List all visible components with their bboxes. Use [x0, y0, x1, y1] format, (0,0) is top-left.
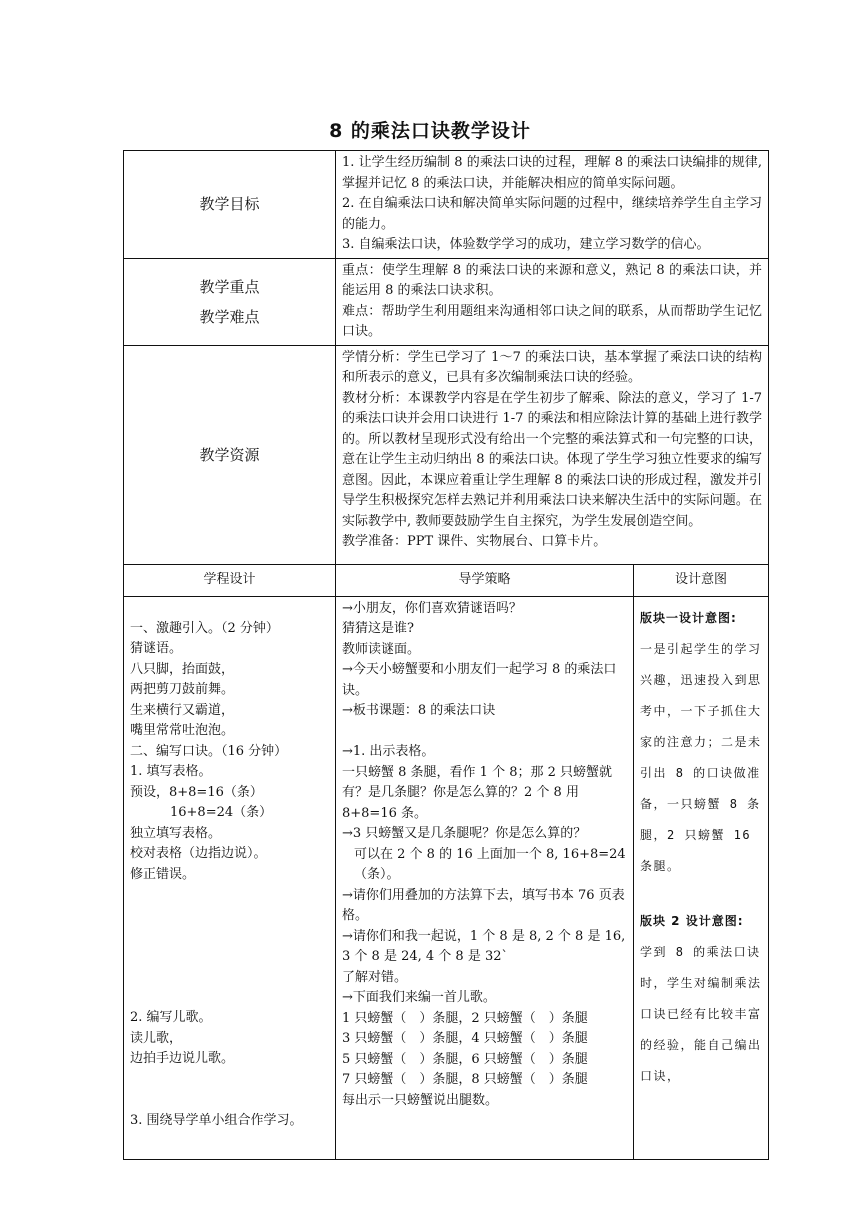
- c2-l12: 了解对错。: [342, 969, 408, 985]
- key-label: [124, 258, 336, 345]
- goals-line-1: 1. 让学生经历编制 8 的乘法口诀的过程，理解 8 的乘法口诀编排的规律, 掌握并记忆 8 的乘法口诀，并能解决相应的简单实际问题。: [342, 155, 763, 191]
- c1-s2: 猜谜语。: [130, 641, 183, 656]
- info-table: [123, 150, 769, 1160]
- c1-s5: 生来横行又霸道，: [130, 702, 235, 718]
- goals-line-2: 2. 在自编乘法口诀和解决简单实际问题的过程中，继续培养学生自主学习的能力。: [342, 196, 763, 232]
- goals-content: [336, 151, 769, 259]
- resources-row: [124, 345, 769, 564]
- c2-l3: 教师读谜面。: [342, 641, 421, 657]
- c1-s14: 2. 编写儿歌。: [130, 1010, 212, 1025]
- c1-s1: 一、激趣引入。（2 分钟）: [130, 620, 279, 636]
- resources-line-2: 教材分析：本课教学内容是在学生初步了解乘、除法的意义，学习了 1-7 的乘法口诀并会用口诀进行 1-7 的乘法和相应除法计算的基础上进行教学的。所以教材呈现形式没有给出一个完整的乘法算式和一句完整的口诀，意在让学生主动归纳出 8 的乘法口诀。体现了学生学习独立性要求的编写意图。因此，本课应着重让学生理解 8 的乘法口诀的形成过程，激发并引导学生积极探究怎样去熟记并利用乘法口诀来解决生活中的实际问题。在实际教学中, 教师要鼓励学生自主探究，为学生发展创造空间。: [342, 390, 763, 529]
- resources-line-1: 学情分析：学生已学习了 1～7 的乘法口诀，基本掌握了乘法口诀的结构和所表示的意义，已具有多次编制乘法口诀的经验。: [342, 349, 763, 385]
- c3-h1: 版块一设计意图:: [640, 610, 737, 625]
- c2-l7: 一只螃蟹 8 条腿，看作 1 个 8；那 2 只螃蟹就有？是几条腿？你是怎么算的？2 个 8 用 8+8=16 条。: [342, 764, 613, 821]
- c1-s7: 二、编写口诀。（16 分钟）: [130, 743, 288, 759]
- c1-s8: 1. 填写表格。: [130, 764, 212, 779]
- c3-t2: 学到 8 的乘法口诀时，学生对编制乘法口诀已经有比较丰富的经验，能自己编出口诀，: [640, 944, 762, 1083]
- c2-l18: 每出示一只螃蟹说出腿数。: [342, 1092, 499, 1108]
- header-col2: 导学策略: [336, 564, 634, 596]
- goals-line-3: 3. 自编乘法口诀，体验数学学习的成功，建立学习数学的信心。: [342, 237, 710, 252]
- c1-s17: 3. 围绕导学单小组合作学习。: [130, 1112, 303, 1128]
- c1-s13: 修正错误。: [130, 866, 196, 882]
- c1-s12: 校对表格（边指边说）。: [130, 846, 267, 861]
- header-col1: 学程设计: [124, 564, 336, 596]
- c1-s6: 嘴里常常吐泡泡。: [130, 723, 235, 738]
- c2-l13: →下面我们来编一首儿歌。: [342, 990, 496, 1005]
- process-row: [124, 596, 769, 1159]
- resources-line-3: 教学准备：PPT 课件、实物展台、口算卡片。: [342, 534, 607, 549]
- key-label-2: 教学难点: [199, 307, 260, 326]
- process-col2: [336, 596, 634, 1159]
- resources-content: [336, 345, 769, 564]
- c2-l10: →请你们用叠加的方法算下去，填写书本 76 页表格。: [342, 887, 625, 923]
- c2-l14: 1 只螃蟹（ ）条腿，2 只螃蟹（ ）条腿: [342, 1010, 588, 1026]
- c1-s16: 边拍手边说儿歌。: [130, 1051, 235, 1066]
- c2-l6: →1. 出示表格。: [342, 744, 435, 759]
- key-label-1: 教学重点: [199, 277, 260, 296]
- key-line-1: 重点：使学生理解 8 的乘法口诀的来源和意义，熟记 8 的乘法口诀，并能运用 8 的乘法口诀求积。: [342, 262, 763, 298]
- c1-s9: 预设，8+8=16（条）: [130, 784, 263, 800]
- lesson-plan-table: [123, 150, 768, 1160]
- c2-l2: 猜猜这是谁?: [342, 621, 414, 636]
- c3-h2: 版块 2 设计意图:: [640, 913, 744, 928]
- c2-l8: →3 只螃蟹又是几条腿呢？你是怎么算的？: [342, 826, 587, 841]
- c2-l4: →今天小螃蟹要和小朋友们一起学习 8 的乘法口诀。: [342, 662, 617, 698]
- c1-s4: 两把剪刀鼓前舞。: [130, 682, 235, 697]
- c3-t1: 一是引起学生的学习兴趣，迅速投入到思考中，一下子抓住大家的注意力；二是未引出 8 的口诀做准备，一只螃蟹 8 条腿，2 只螃蟹 16 条腿。: [640, 641, 762, 873]
- c1-s10: 16+8=24（条）: [170, 805, 273, 820]
- c1-s3: 八只脚，抬面鼓，: [130, 661, 235, 677]
- header-col3: 设计意图: [634, 564, 769, 596]
- c2-l1: →小朋友，你们喜欢猜谜语吗？: [342, 600, 522, 616]
- c2-l9: 可以在 2 个 8 的 16 上面加一个 8, 16+8=24（条）。: [354, 846, 626, 882]
- goals-label: 教学目标: [124, 151, 336, 259]
- c2-l15: 3 只螃蟹（ ）条腿，4 只螃蟹（ ）条腿: [342, 1031, 588, 1046]
- goals-row: [124, 151, 769, 259]
- column-header-row: [124, 564, 769, 596]
- process-col3: [634, 596, 769, 1159]
- c1-s15: 读儿歌，: [130, 1030, 183, 1046]
- resources-label: 教学资源: [124, 345, 336, 564]
- key-row: [124, 258, 769, 345]
- c1-s11: 独立填写表格。: [130, 825, 222, 841]
- c2-l11: →请你们和我一起说，1 个 8 是 8, 2 个 8 是 16, 3 个 8 是 24, 4 个 8 是 32ˋ: [342, 928, 626, 964]
- c2-l17: 7 只螃蟹（ ）条腿，8 只螃蟹（ ）条腿: [342, 1072, 588, 1087]
- process-col1: [124, 596, 336, 1159]
- c2-l5: →板书课题：8 的乘法口诀: [342, 703, 496, 718]
- key-line-2: 难点：帮助学生利用题组来沟通相邻口诀之间的联系，从而帮助学生记忆口诀。: [342, 303, 763, 339]
- page-title: 8 的乘法口诀教学设计: [329, 120, 531, 142]
- c2-l16: 5 只螃蟹（ ）条腿，6 只螃蟹（ ）条腿: [342, 1051, 588, 1067]
- key-content: [336, 258, 769, 345]
